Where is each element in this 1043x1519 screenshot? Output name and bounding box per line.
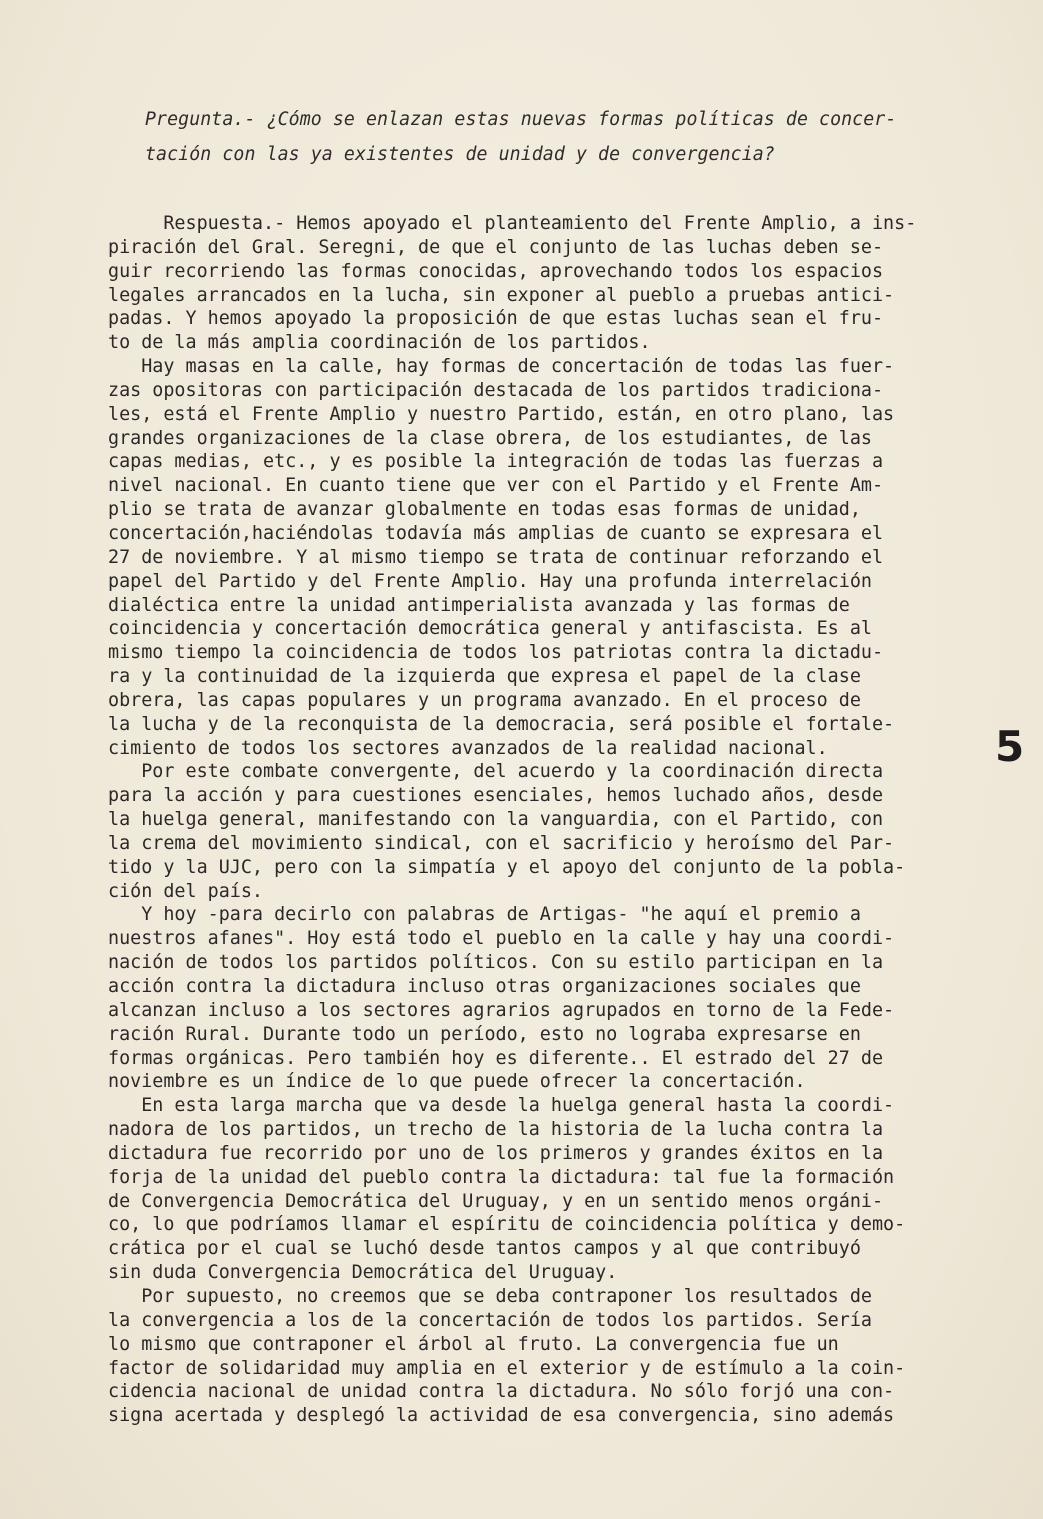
question-block [145,102,965,172]
answer-line: noviembre es un índice de lo que puede ofrecer la concertación. [108,1071,806,1093]
answer-line: alcanzan incluso a los sectores agrarios agrupados en torno de la Fede- [108,999,895,1021]
answer-line: ración Rural. Durante todo un período, esto no lograba expresarse en [108,1023,861,1045]
answer-line: cidencia nacional de unidad contra la dictadura. No sólo forjó una con- [108,1381,895,1403]
answer-line: nadora de los partidos, un trecho de la historia de la lucha contra la [108,1119,884,1141]
answer-line: dictadura fue recorrido por uno de los primeros y grandes éxitos en la [108,1142,884,1164]
answer-line: sin duda Convergencia Democrática del Uruguay. [108,1262,618,1284]
answer-line: coincidencia y concertación democrática general y antifascista. Es al [108,618,872,640]
answer-line: grandes organizaciones de la clase obrera, de los estudiantes, de las [108,427,872,449]
answer-line: crática por el cual se luchó desde tantos campos y al que contribuyó [108,1238,861,1260]
answer-line: Y hoy -para decirlo con palabras de Artigas- "he aquí el premio a [108,904,861,926]
answer-line: plio se trata de avanzar globalmente en todas esas formas de unidad, [108,499,861,521]
answer-line: piración del Gral. Seregni, de que el conjunto de las luchas deben se- [108,236,884,258]
answer-line: guir recorriendo las formas conocidas, aprovechando todos los espacios [108,260,884,282]
answer-line: legales arrancados en la lucha, sin exponer al pueblo a pruebas antici- [108,284,895,306]
answer-line: acción contra la dictadura incluso otras organizaciones sociales que [108,976,861,997]
answer-line: cimiento de todos los sectores avanzados de la realidad nacional. [108,737,828,759]
answer-line: forja de la unidad del pueblo contra la dictadura: tal fue la formación [108,1166,895,1188]
answer-line: obrera, las capas populares y un programa avanzado. En el proceso de [108,689,861,711]
answer-line: nivel nacional. En cuanto tiene que ver con el Partido y el Frente Am- [108,475,884,497]
answer-line: dialéctica entre la unidad antimperialista avanzada y las formas de [108,594,850,616]
answer-line: Por este combate convergente, del acuerdo y la coordinación directa [108,761,884,783]
page-number: 5 [995,722,1025,771]
answer-line: papel del Partido y del Frente Amplio. Hay una profunda interrelación [108,570,872,592]
answer-line: para la acción y para cuestiones esenciales, hemos luchado años, desde [108,785,884,807]
answer-line: ción del país. [108,880,264,902]
answer-line: 27 de noviembre. Y al mismo tiempo se trata de continuar reforzando el [108,546,884,568]
answer-line: concertación,haciéndolas todavía más amplias de cuanto se expresara el [108,522,884,544]
answer-line: tido y la UJC, pero con la simpatía y el apoyo del conjunto de la pobla- [108,856,906,878]
answer-line: la lucha y de la reconquista de la democracia, será posible el fortale- [108,713,895,735]
answer-line: factor de solidaridad muy amplia en el exterior y de estímulo a la coin- [108,1357,906,1379]
answer-line: formas orgánicas. Pero también hoy es diferente.. El estrado del 27 de [108,1047,884,1069]
answer-line: la crema del movimiento sindical, con el sacrificio y heroísmo del Par- [108,832,895,854]
answer-line: lo mismo que contraponer el árbol al fruto. La convergencia fue un [108,1333,839,1355]
question-line: tación con las ya existentes de unidad y de convergencia? [145,144,775,165]
answer-line: to de la más amplia coordinación de los partidos. [108,332,651,354]
answer-line: padas. Y hemos apoyado la proposición de que estas luchas sean el fru- [108,308,884,330]
answer-line: la huelga general, manifestando con la vanguardia, con el Partido, con [108,809,884,831]
answer-line: nación de todos los partidos políticos. Con su estilo participan en la [108,952,884,974]
answer-line: zas opositoras con participación destacada de los partidos tradiciona- [108,379,884,401]
answer-line: Hay masas en la calle, hay formas de concertación de todas las fuer- [108,356,895,378]
answer-line: ra y la continuidad de la izquierda que expresa el papel de la clase [108,666,861,688]
answer-line: capas medias, etc., y es posible la integración de todas las fuerzas a [108,451,884,473]
answer-line: signa acertada y desplegó la actividad de esa convergencia, sino además [108,1405,895,1427]
question-line: Pregunta.- ¿Cómo se enlazan estas nuevas formas políticas de concer- [145,109,897,130]
answer-line: Respuesta.- Hemos apoyado el planteamiento del Frente Amplio, a ins- [108,213,917,234]
answer-line: mismo tiempo la coincidencia de todos los patriotas contra la dictadu- [108,642,884,664]
answer-line: nuestros afanes". Hoy está todo el pueblo en la calle y hay una coordi- [108,928,895,950]
answer-line: la convergencia a los de la concertación de todos los partidos. Sería [108,1309,872,1331]
answer-line: co, lo que podríamos llamar el espíritu de coincidencia política y demo- [108,1214,906,1236]
answer-line: Por supuesto, no creemos que se deba contraponer los resultados de [108,1285,872,1307]
answer-line: En esta larga marcha que va desde la huelga general hasta la coordi- [108,1095,895,1117]
answer-block [108,212,978,1428]
answer-line: les, está el Frente Amplio y nuestro Partido, están, en otro plano, las [108,403,895,425]
answer-line: de Convergencia Democrática del Uruguay, y en un sentido menos orgáni- [108,1190,884,1212]
